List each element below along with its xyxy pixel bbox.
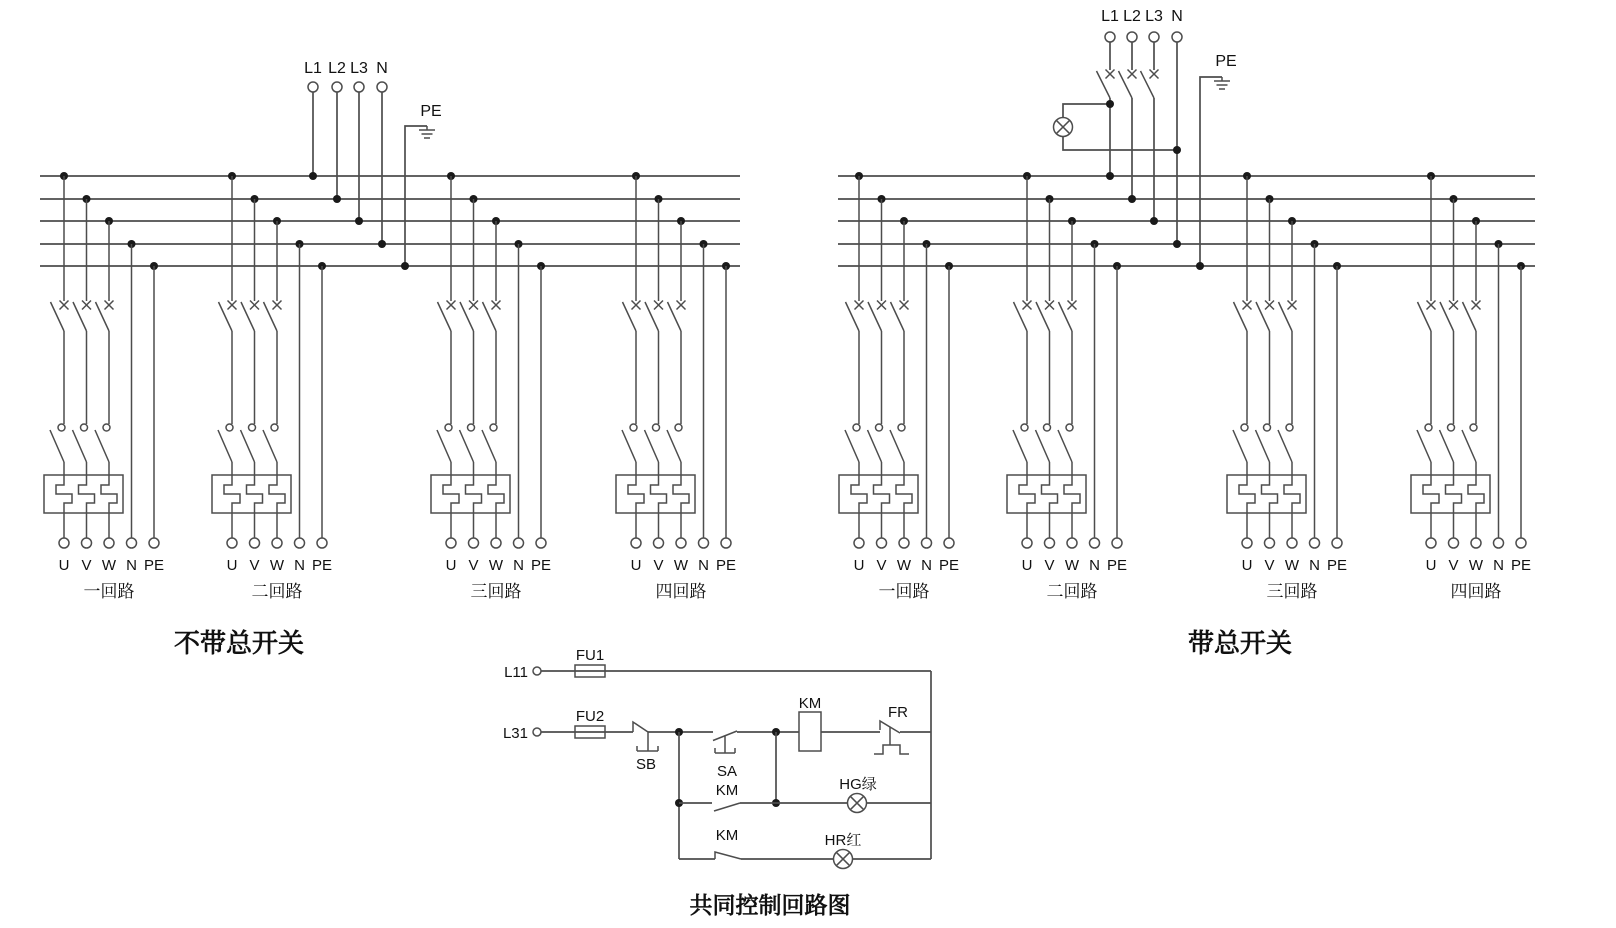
terminal-label-n: N	[294, 557, 305, 574]
terminal-label-v: V	[1044, 557, 1055, 574]
terminal-label-pe: PE	[1106, 557, 1128, 574]
circuit-name-4: 四回路	[1450, 582, 1502, 601]
input-terminal-l2	[332, 82, 342, 92]
input-terminal-l3	[1149, 32, 1159, 42]
terminal-label-u: U	[1425, 557, 1437, 574]
fu2-label: FU2	[575, 708, 605, 725]
circuit-name-1: 一回路	[878, 582, 930, 601]
terminal-label-n: N	[126, 557, 137, 574]
supply-label-l1: L1	[1101, 8, 1119, 25]
terminal-label-v: V	[1264, 557, 1275, 574]
terminal-label-n: N	[1309, 557, 1320, 574]
terminal-label-w: W	[1468, 557, 1484, 574]
circuit-name-4: 四回路	[655, 582, 707, 601]
supply-label-n: N	[1171, 8, 1183, 25]
input-terminal-l1	[1105, 32, 1115, 42]
supply-label-l1: L1	[304, 60, 322, 77]
terminal-label-w: W	[488, 557, 504, 574]
terminal-label-pe: PE	[143, 557, 165, 574]
control-terminal-l11	[533, 667, 541, 675]
sa-label: SA	[716, 763, 738, 780]
supply-label-l2: L2	[328, 60, 346, 77]
left-diagram-title: 不带总开关	[173, 628, 305, 658]
input-terminal-l2	[1127, 32, 1137, 42]
circuit-name-3: 三回路	[470, 582, 522, 601]
input-terminal-n	[1172, 32, 1182, 42]
supply-label-n: N	[376, 60, 388, 77]
terminal-label-pe: PE	[715, 557, 737, 574]
sb-label: SB	[635, 756, 657, 773]
terminal-label-u: U	[58, 557, 70, 574]
supply-label-l3: L3	[1145, 8, 1163, 25]
supply-label-l2: L2	[1123, 8, 1141, 25]
terminal-label-v: V	[653, 557, 664, 574]
control-circuit-title: 共同控制回路图	[689, 892, 851, 918]
terminal-label-w: W	[1064, 557, 1080, 574]
terminal-label-n: N	[513, 557, 524, 574]
terminal-label-n: N	[698, 557, 709, 574]
km-contact2-label: KM	[715, 782, 739, 799]
terminal-label-u: U	[630, 557, 642, 574]
supply-label-l3: L3	[350, 60, 368, 77]
hr-red-label: HR红	[824, 832, 862, 849]
terminal-label-w: W	[673, 557, 689, 574]
input-terminal-l1	[308, 82, 318, 92]
terminal-label-v: V	[81, 557, 92, 574]
fu1-label: FU1	[575, 647, 605, 664]
l31-label: L31	[502, 725, 528, 742]
input-terminal-l3	[354, 82, 364, 92]
terminal-label-u: U	[853, 557, 865, 574]
terminal-label-u: U	[226, 557, 238, 574]
terminal-label-u: U	[445, 557, 457, 574]
terminal-label-u: U	[1241, 557, 1253, 574]
fr-label: FR	[888, 704, 908, 721]
right-diagram-title: 带总开关	[1187, 628, 1293, 658]
input-terminal-n	[377, 82, 387, 92]
terminal-label-pe: PE	[311, 557, 333, 574]
terminal-label-n: N	[1493, 557, 1504, 574]
red-lamp-hr-icon	[834, 850, 853, 869]
circuit-name-2: 二回路	[251, 582, 303, 601]
terminal-label-v: V	[876, 557, 887, 574]
terminal-label-w: W	[1284, 557, 1300, 574]
terminal-label-w: W	[269, 557, 285, 574]
circuit-name-2: 二回路	[1046, 582, 1098, 601]
km-coil-label: KM	[798, 695, 822, 712]
circuit-name-1: 一回路	[83, 582, 135, 601]
circuit-name-3: 三回路	[1266, 582, 1318, 601]
terminal-label-v: V	[249, 557, 260, 574]
terminal-label-pe: PE	[1510, 557, 1532, 574]
terminal-label-u: U	[1021, 557, 1033, 574]
l11-label: L11	[504, 664, 528, 681]
green-lamp-hg-icon	[848, 794, 867, 813]
terminal-label-pe: PE	[530, 557, 552, 574]
terminal-label-v: V	[468, 557, 479, 574]
terminal-label-pe: PE	[938, 557, 960, 574]
terminal-label-n: N	[1089, 557, 1100, 574]
terminal-label-v: V	[1448, 557, 1459, 574]
terminal-label-pe: PE	[1326, 557, 1348, 574]
hg-green-label: HG绿	[839, 776, 877, 793]
right-pe-label: PE	[1215, 53, 1237, 70]
terminal-label-w: W	[101, 557, 117, 574]
left-pe-label: PE	[420, 103, 442, 120]
terminal-label-w: W	[896, 557, 912, 574]
terminal-label-n: N	[921, 557, 932, 574]
km-contact3-label: KM	[715, 827, 739, 844]
control-terminal-l31	[533, 728, 541, 736]
